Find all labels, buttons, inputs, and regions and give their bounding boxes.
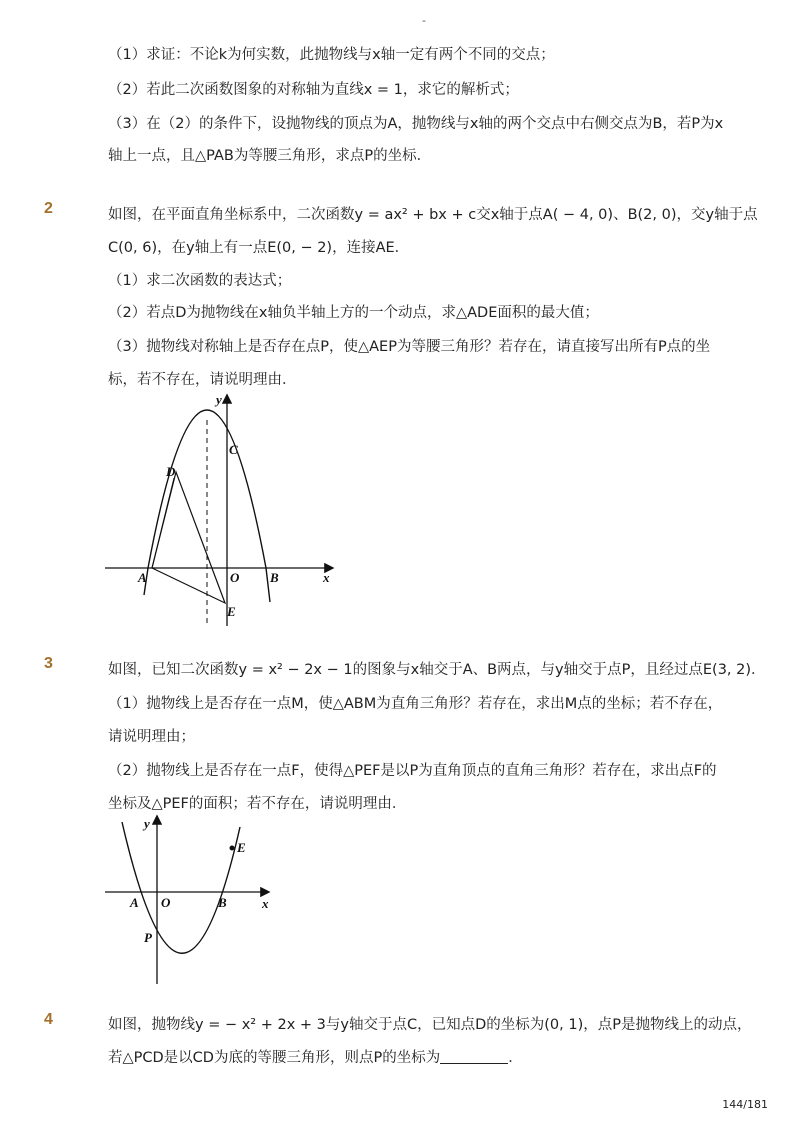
q4-stem-line2-text: 若△PCD是以CD为底的等腰三角形，则点P的坐标为 bbox=[108, 1050, 441, 1066]
q2-stem-line1: 如图，在平面直角坐标系中，二次函数y = ax² + bx + c交x轴于点A( − 4, 0)、B(2, 0)，交y轴于点 bbox=[108, 207, 758, 223]
q2-label-a: A bbox=[138, 570, 147, 585]
q3-label-e: E bbox=[237, 840, 246, 855]
q3-label-x: x bbox=[262, 896, 269, 911]
q2-part1: （1）求二次函数的表达式； bbox=[108, 273, 292, 289]
q2-segment-ad-2 bbox=[152, 478, 174, 568]
q3-point-e bbox=[230, 846, 235, 851]
q3-parabola bbox=[122, 822, 240, 953]
prev-part3-line1: （3）在（2）的条件下，设抛物线的顶点为A，抛物线与x轴的两个交点中右侧交点为B，若P为x bbox=[108, 116, 724, 132]
q2-label-d: D bbox=[166, 464, 176, 479]
q2-part2: （2）若点D为抛物线在x轴负半轴上方的一个动点，求△ADE面积的最大值； bbox=[108, 305, 599, 321]
header-mark: - bbox=[422, 14, 426, 27]
prev-part3-line2: 轴上一点，且△PAB为等腰三角形，求点P的坐标． bbox=[108, 148, 432, 164]
q3-part2-line1: （2）抛物线上是否存在一点F，使得△PEF是以P为直角顶点的直角三角形？若存在，求出点F的 bbox=[108, 763, 717, 779]
q2-label-o: O bbox=[230, 570, 240, 585]
q3-label-b: B bbox=[218, 895, 227, 910]
q3-figure bbox=[100, 812, 290, 992]
q2-label-e: E bbox=[227, 604, 236, 619]
prev-part2: （2）若此二次函数图象的对称轴为直线x = 1，求它的解析式； bbox=[108, 82, 519, 98]
q2-part3-line1: （3）抛物线对称轴上是否存在点P，使△AEP为等腰三角形？若存在，请直接写出所有P点的坐 bbox=[108, 339, 711, 355]
page-number: 144/181 bbox=[722, 1098, 768, 1111]
question-number-3: 3 bbox=[44, 655, 53, 672]
q2-stem-line2: C(0, 6)，在y轴上有一点E(0, − 2)，连接AE． bbox=[108, 240, 410, 256]
q2-label-c: C bbox=[229, 442, 238, 457]
answer-blank[interactable] bbox=[440, 1049, 508, 1064]
q3-stem: 如图，已知二次函数y = x² − 2x − 1的图象与x轴交于A、B两点，与y轴交于点P，且经过点E(3, 2)． bbox=[108, 662, 766, 678]
question-number-4: 4 bbox=[44, 1011, 53, 1028]
q4-stem-line2-end: ． bbox=[508, 1050, 523, 1066]
q3-part2-line2: 坐标及△PEF的面积；若不存在，请说明理由． bbox=[108, 796, 407, 812]
q3-part1-line1: （1）抛物线上是否存在一点M，使△ABM为直角三角形？若存在，求出M点的坐标；若不存在， bbox=[108, 696, 723, 712]
prev-part1: （1）求证：不论k为何实数，此抛物线与x轴一定有两个不同的交点； bbox=[108, 47, 555, 63]
q2-label-b: B bbox=[270, 570, 279, 585]
q2-figure bbox=[100, 390, 340, 630]
q2-triangle-ade bbox=[152, 472, 225, 603]
q4-stem-line2 bbox=[108, 1048, 523, 1068]
q3-label-o: O bbox=[161, 895, 171, 910]
q3-label-y: y bbox=[144, 816, 150, 831]
question-number-2: 2 bbox=[44, 200, 53, 217]
q3-part1-line2: 请说明理由； bbox=[108, 729, 195, 745]
q3-label-a: A bbox=[130, 895, 139, 910]
q2-part3-line2: 标，若不存在，请说明理由． bbox=[108, 372, 297, 388]
q3-label-p: P bbox=[144, 930, 152, 945]
q2-label-y: y bbox=[216, 392, 222, 407]
q4-stem-line1: 如图，抛物线y = − x² + 2x + 3与y轴交于点C，已知点D的坐标为(0, 1)，点P是抛物线上的动点， bbox=[108, 1017, 752, 1033]
q2-label-x: x bbox=[323, 570, 330, 585]
